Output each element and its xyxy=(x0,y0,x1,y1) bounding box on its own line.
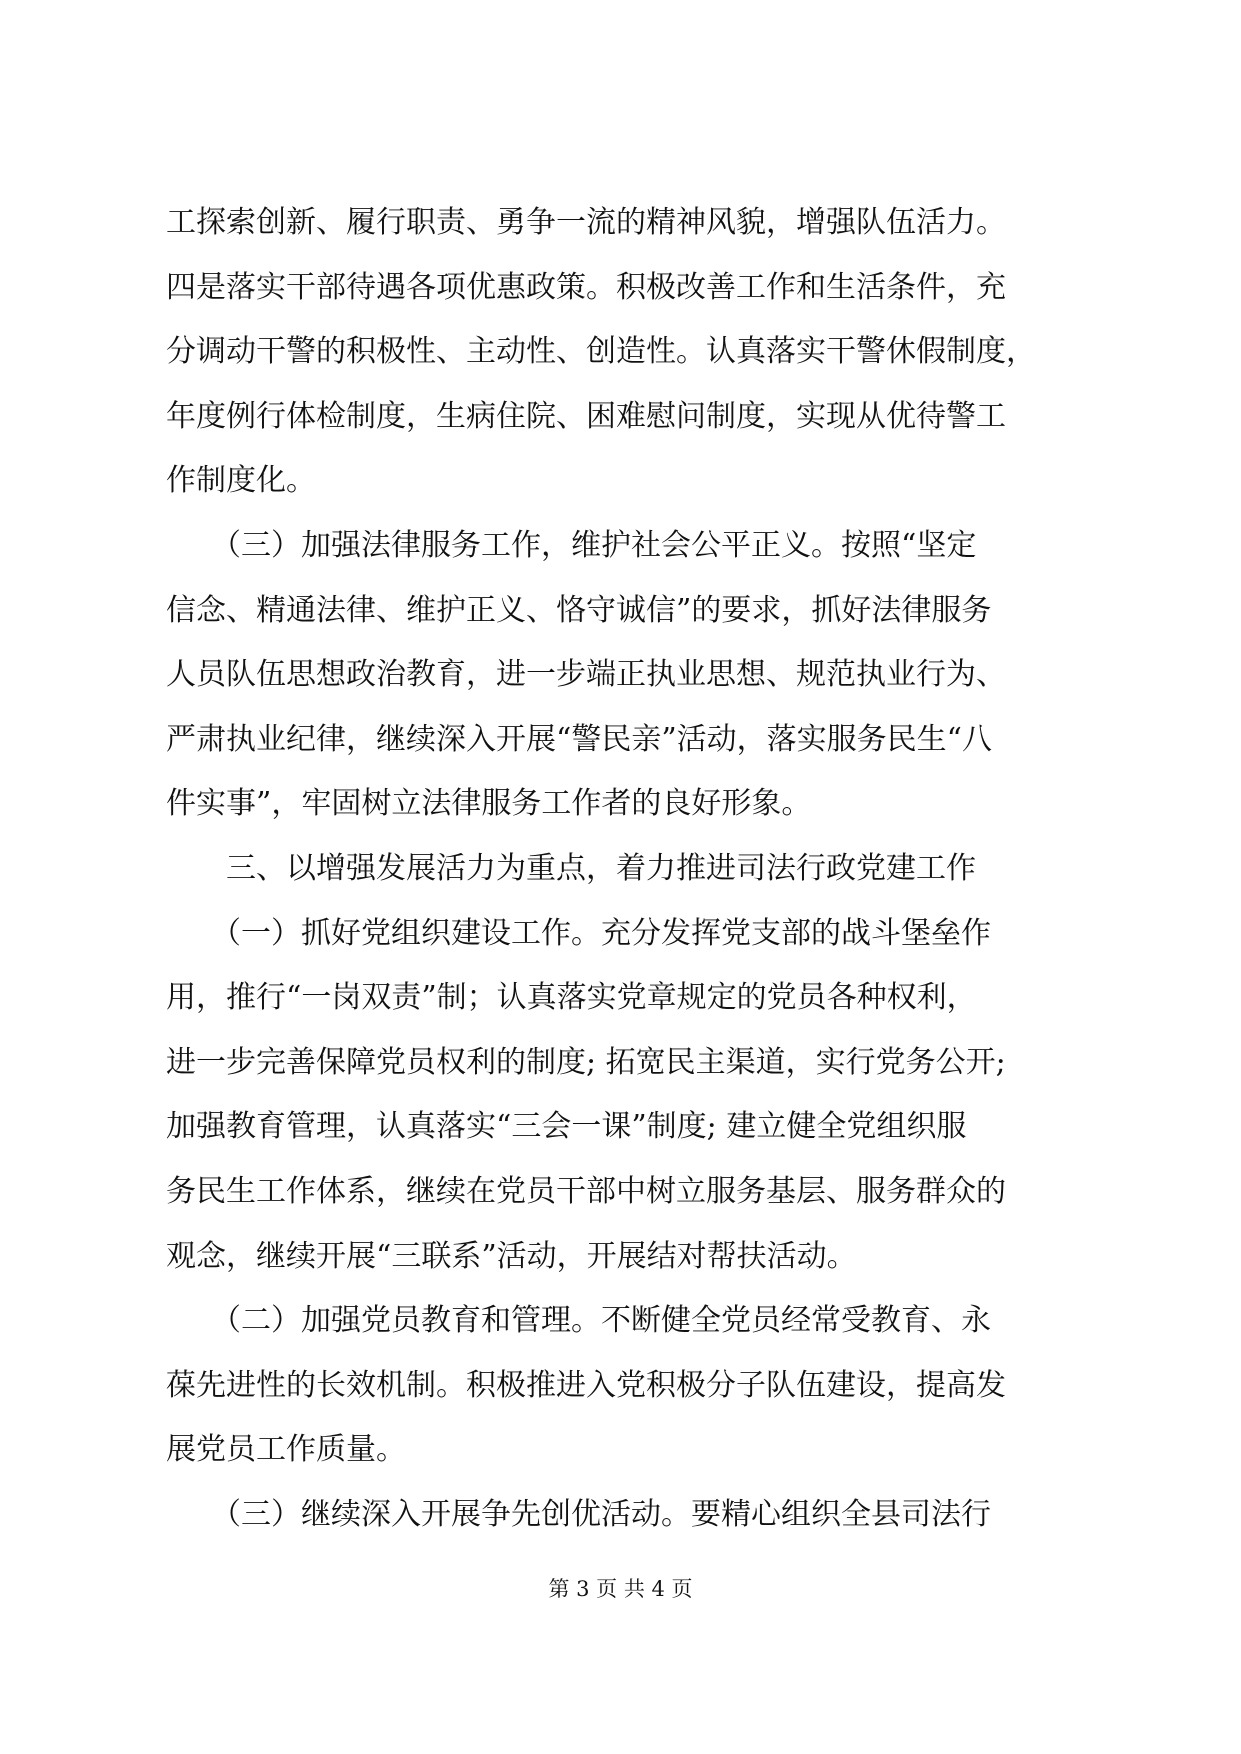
text-line: （三）加强法律服务工作，维护社会公平正义。按照“坚定 xyxy=(166,527,977,563)
text-line: 葆先进性的长效机制。积极推进入党积极分子队伍建设，提高发 xyxy=(166,1367,1006,1403)
text-line: 工探索创新、履行职责、勇争一流的精神风貌，增强队伍活力。 xyxy=(166,205,1006,240)
text-line: 进一步完善保障党员权利的制度; 拓宽民主渠道，实行党务公开; xyxy=(166,1044,1006,1080)
text-line: 加强教育管理，认真落实“三会一课”制度; 建立健全党组织服 xyxy=(166,1109,967,1145)
text-line: 严肃执业纪律，继续深入开展“警民亲”活动，落实服务民生“八 xyxy=(166,721,993,757)
document-body xyxy=(166,191,1086,1547)
text-line: （一）抓好党组织建设工作。充分发挥党支部的战斗堡垒作 xyxy=(166,915,991,951)
text-line: 分调动干警的积极性、主动性、创造性。认真落实干警休假制度， xyxy=(166,334,1036,370)
text-line: 件实事”，牢固树立法律服务工作者的良好形象。 xyxy=(166,786,812,822)
text-line: 展党员工作质量。 xyxy=(166,1432,406,1468)
page-number-footer: 第 3 页 共 4 页 xyxy=(548,1577,693,1601)
section-heading: 三、以增强发展活力为重点，着力推进司法行政党建工作 xyxy=(166,850,976,886)
text-line: 观念，继续开展“三联系”活动，开展结对帮扶活动。 xyxy=(166,1238,857,1274)
text-line: 人员队伍思想政治教育，进一步端正执业思想、规范执业行为、 xyxy=(166,657,1006,693)
text-line: 务民生工作体系，继续在党员干部中树立服务基层、服务群众的 xyxy=(166,1173,1006,1209)
text-line: 用，推行“一岗双责”制；认真落实党章规定的党员各种权利， xyxy=(166,980,977,1016)
text-line: 信念、精通法律、维护正义、恪守诚信”的要求，抓好法律服务 xyxy=(166,592,992,628)
text-line: 年度例行体检制度，生病住院、困难慰问制度，实现从优待警工 xyxy=(166,398,1006,434)
text-line: 四是落实干部待遇各项优惠政策。积极改善工作和生活条件，充 xyxy=(166,269,1006,305)
text-line: 作制度化。 xyxy=(166,463,316,499)
text-line: （二）加强党员教育和管理。不断健全党员经常受教育、永 xyxy=(166,1303,991,1339)
text-line: （三）继续深入开展争先创优活动。要精心组织全县司法行 xyxy=(166,1496,991,1532)
